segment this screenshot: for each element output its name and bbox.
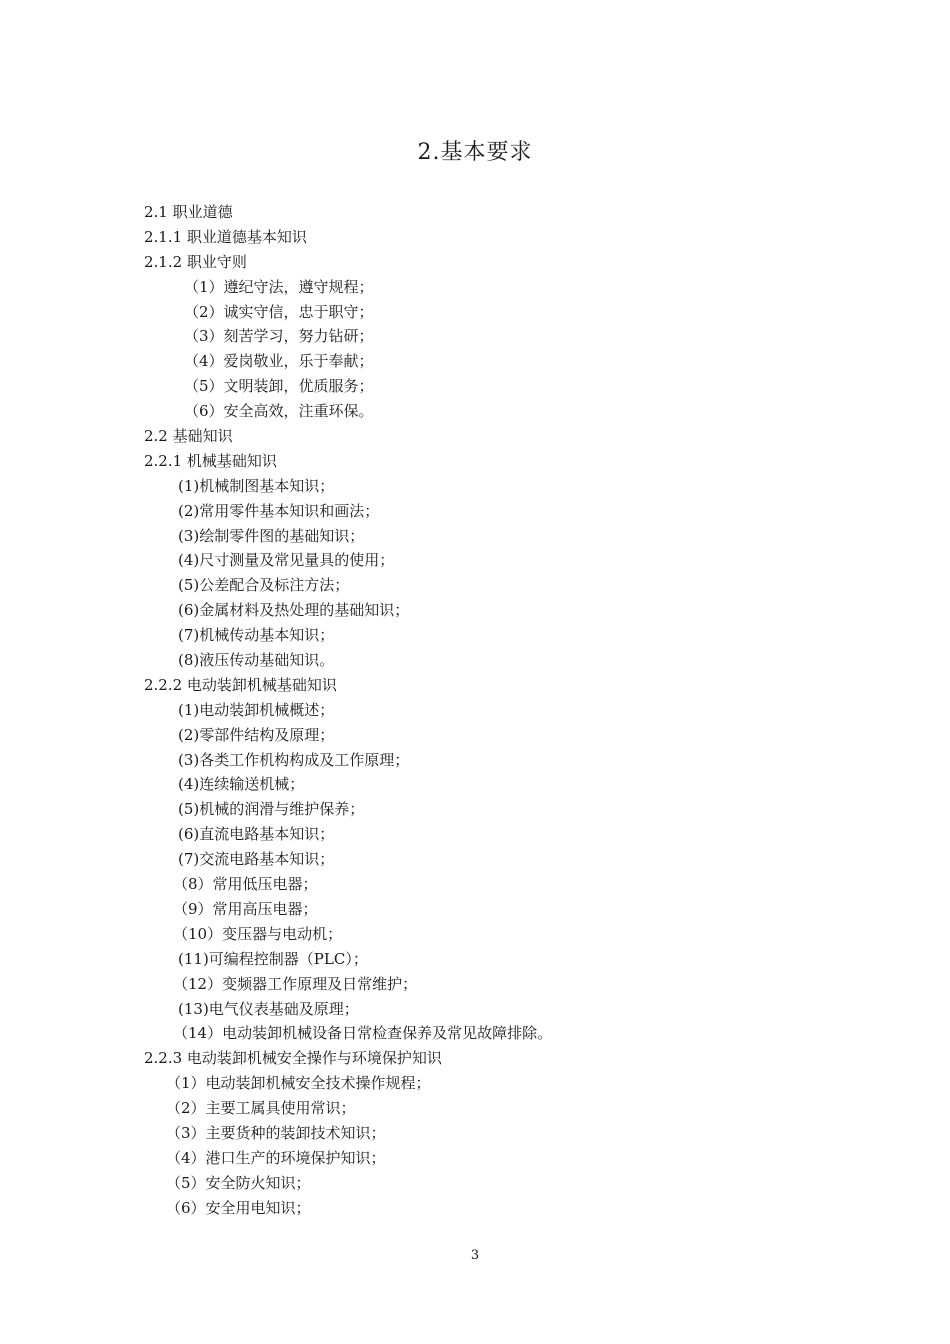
section-heading: 2.2.1 机械基础知识 — [144, 451, 277, 470]
list-item: （3）刻苦学习，努力钻研； — [184, 327, 374, 346]
section-heading: 2.1 职业道德 — [144, 203, 233, 221]
list-item: （6）安全用电知识； — [166, 1198, 311, 1217]
list-item: (6)金属材料及热处理的基础知识； — [178, 601, 410, 620]
list-item: (13)电气仪表基础及原理； — [178, 999, 359, 1018]
list-item: (1)机械制图基本知识； — [178, 476, 335, 495]
list-item: (6)直流电路基本知识； — [178, 825, 335, 844]
list-item: (3)各类工作机构构成及工作原理； — [178, 750, 410, 769]
list-item: （8）常用低压电器； — [173, 875, 318, 894]
list-item: （1）电动装卸机械安全技术操作规程； — [166, 1074, 431, 1093]
list-item: （2）诚实守信，忠于职守； — [184, 302, 374, 321]
list-item: (7)机械传动基本知识； — [178, 626, 335, 645]
list-item: （12）变频器工作原理及日常维护； — [173, 974, 418, 993]
section-heading: 2.2.3 电动装卸机械安全操作与环境保护知识 — [144, 1049, 442, 1068]
list-item: (7)交流电路基本知识； — [178, 850, 335, 869]
list-item: （5）文明装卸，优质服务； — [184, 377, 374, 396]
list-item: (2)常用零件基本知识和画法； — [178, 501, 380, 520]
list-item: (11)可编程控制器（PLC）； — [178, 949, 368, 968]
section-heading: 2.1.1 职业道德基本知识 — [144, 227, 307, 246]
list-item: （4）港口生产的环境保护知识； — [166, 1148, 386, 1167]
list-item: （14）电动装卸机械设备日常检查保养及常见故障排除。 — [173, 1024, 553, 1043]
list-item: (2)零部件结构及原理； — [178, 725, 335, 744]
list-item: （6）安全高效，注重环保。 — [184, 402, 374, 421]
list-item: （9）常用高压电器； — [173, 899, 318, 918]
list-item: (1)电动装卸机械概述； — [178, 700, 335, 719]
section-heading: 2.2.2 电动装卸机械基础知识 — [144, 675, 337, 694]
list-item: (5)机械的润滑与维护保养； — [178, 800, 365, 819]
list-item: （4）爱岗敬业，乐于奉献； — [184, 352, 374, 371]
list-item: （2）主要工属具使用常识； — [166, 1099, 356, 1118]
list-item: (8)液压传动基础知识。 — [178, 651, 335, 670]
section-title: 2.基本要求 — [417, 140, 533, 165]
list-item: (4)连续输送机械； — [178, 775, 305, 794]
page-number: 3 — [470, 1248, 480, 1263]
list-item: (4)尺寸测量及常见量具的使用； — [178, 551, 395, 570]
section-heading: 2.1.2 职业守则 — [144, 252, 247, 271]
section-content — [0, 200, 950, 1221]
list-item: （3）主要货种的装卸技术知识； — [166, 1123, 386, 1142]
list-item: (5)公差配合及标注方法； — [178, 576, 350, 595]
list-item: （1）遵纪守法，遵守规程； — [184, 277, 374, 296]
section-heading: 2.2 基础知识 — [144, 427, 233, 446]
list-item: （5）安全防火知识； — [166, 1173, 311, 1192]
list-item: (3)绘制零件图的基础知识； — [178, 526, 365, 545]
list-item: （10）变压器与电动机； — [173, 924, 343, 943]
